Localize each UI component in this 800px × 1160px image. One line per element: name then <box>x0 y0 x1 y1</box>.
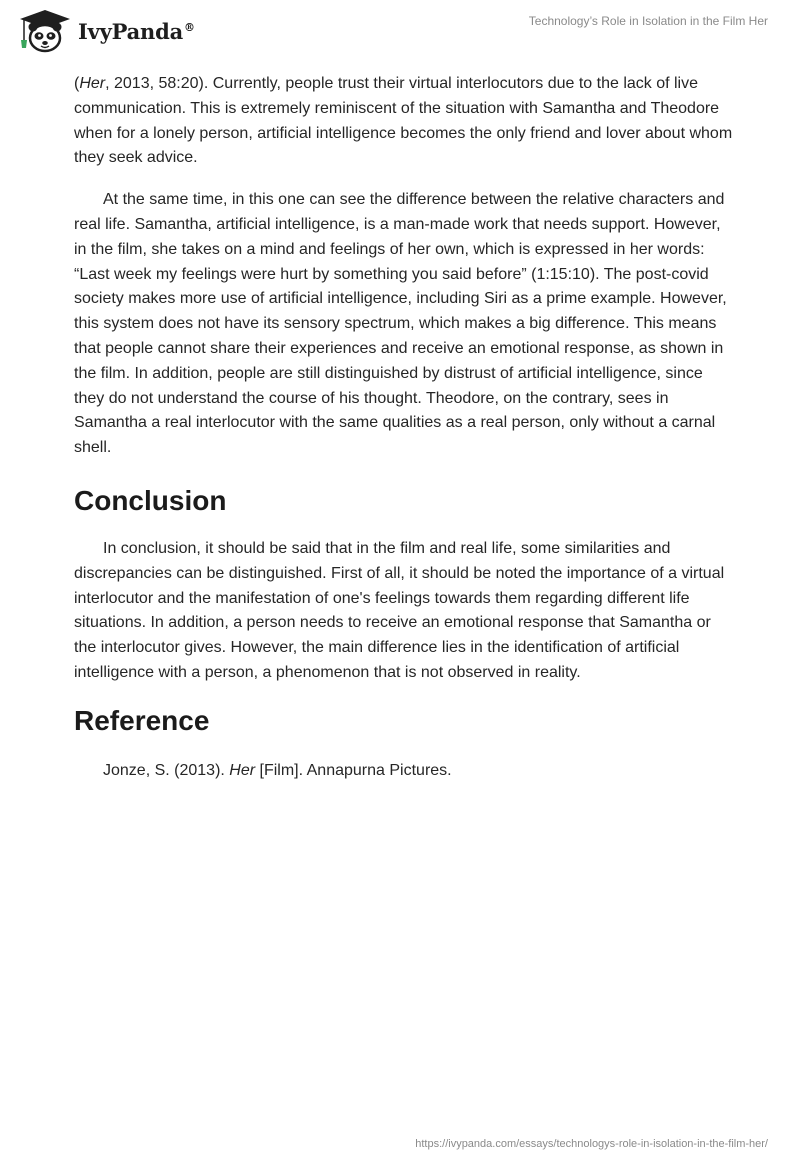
reference-entry <box>74 759 734 784</box>
reference-heading: Reference <box>74 704 210 736</box>
conclusion-heading: Conclusion <box>74 484 227 516</box>
reference-author-year: Jonze, S. (2013). <box>103 761 230 779</box>
paragraph-1-text: , 2013, 58:20). Currently, people trust their virtual interlocutors due to the lack of live communication. This is extremely reminiscent of the situation with Samantha and Theodore when for a lonely person, artificial intelligence becomes the only friend and lover about whom they seek advice. <box>74 75 733 167</box>
ivypanda-logo[interactable] <box>14 6 214 56</box>
brand-name: IvyPanda® <box>78 18 195 44</box>
panda-graduate-icon <box>14 8 76 54</box>
paragraph-1: (Her, 2013, 58:20). Currently, people trust their virtual interlocutors due to the lack of live communication. This is extremely reminiscent of the situation with Samantha and Theodore when for a lonely person, artificial intelligence becomes the only friend and lover about whom they seek advice. <box>74 75 733 167</box>
paragraph-2: At the same time, in this one can see the difference between the relative characters and real life. Samantha, artificial intelligence, is a man-made work that needs support. However, in the film, she takes on a mind and feelings of her own, which is expressed in her words: “Last week my feelings were hurt by something you said before” (1:15:10). The post-covid society makes more use of artificial intelligence, including Siri as a prime example. However, this system does not have its sensory spectrum, which makes a big difference. This means that people cannot share their experiences and receive an emotional response, as shown in the film. In addition, people are still distinguished by distrust of artificial intelligence, since they do not understand the course of his thought. Theodore, on the contrary, sees in Samantha a real interlocutor with the same qualities as a real person, only without a carnal shell. <box>74 191 727 457</box>
source-url[interactable]: https://ivypanda.com/essays/technologys-role-in-isolation-in-the-film-her/ <box>415 1138 768 1150</box>
essay-content <box>74 72 734 784</box>
reference-details: [Film]. Annapurna Pictures. <box>255 761 452 779</box>
reference-title: Her <box>229 761 256 779</box>
citation-title: Her <box>79 75 106 92</box>
registered-mark: ® <box>184 20 195 34</box>
document-title: Technology’s Role in Isolation in the Film Her <box>528 14 768 28</box>
page-header <box>14 6 768 56</box>
conclusion-paragraph: In conclusion, it should be said that in the film and real life, some similarities and discrepancies can be distinguished. First of all, it should be noted the importance of a virtual interlocutor and the manifestation of one's feelings towards them regarding different life situations. In addition, a person needs to receive an emotional response that Samantha or the interlocutor gives. However, the main difference lies in the identification of artificial intelligence with a person, a phenomenon that is not observed in reality. <box>74 539 725 681</box>
